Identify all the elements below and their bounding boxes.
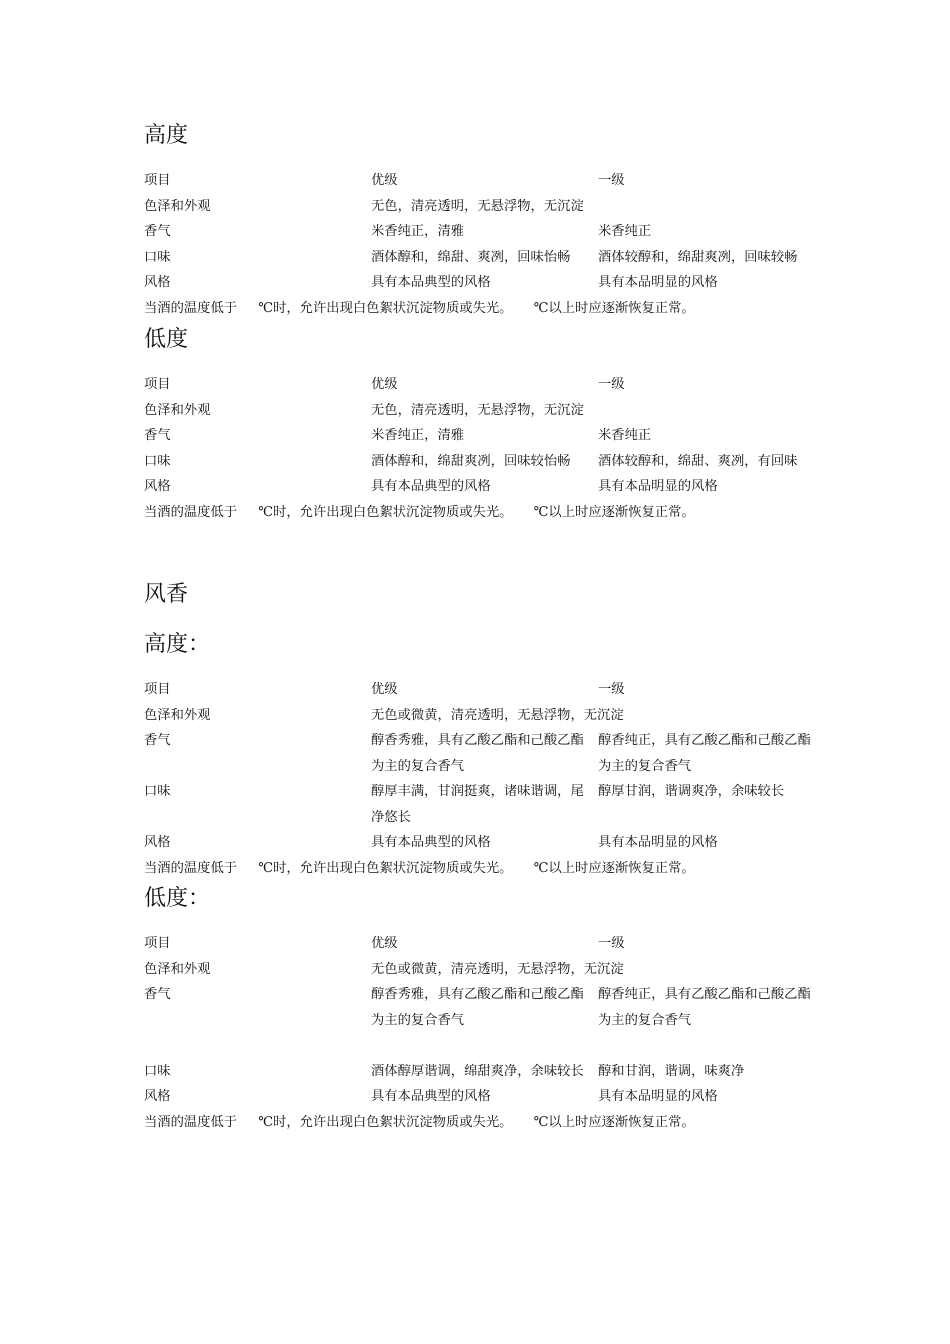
section-heading: 低度 [144,327,189,352]
table-header-row [144,931,824,957]
row-label: 口味 [144,249,171,265]
cell-first-grade [598,957,824,983]
cell-premium: 具有本品典型的风格 [371,479,491,494]
row-label: 色泽和外观 [144,402,211,418]
cell-premium: 具有本品典型的风格 [371,275,491,290]
spec-section [144,372,824,525]
category-title: 风香 [144,582,189,607]
spacer-cell [598,1033,824,1059]
cell-first-grade: 具有本品明显的风格 [598,479,718,494]
spacer-row [144,1033,824,1059]
column-header: 一级 [598,377,625,392]
spec-section [144,931,824,1135]
row-label: 口味 [144,784,171,799]
spec-section [144,168,824,321]
column-header: 优级 [371,682,398,697]
column-header: 一级 [598,682,625,697]
cell-first-grade: 米香纯正 [598,224,652,239]
cell-premium: 醇香秀雅，具有乙酸乙酯和己酸乙酯为主的复合香气 [371,987,584,1028]
cell-first-grade: 酒体较醇和，绵甜爽冽，回味较畅 [598,249,798,265]
table-row [144,830,824,856]
spec-table [144,677,824,856]
table-row [144,245,824,271]
cell-premium: 具有本品典型的风格 [371,835,491,850]
column-header: 一级 [598,936,625,951]
row-label: 风格 [144,275,171,290]
cell-first-grade [598,703,824,729]
cell-first-grade: 醇厚甘润，谐调爽净，余味较长 [598,784,785,799]
table-row [144,1059,824,1085]
cell-premium: 醇香秀雅，具有乙酸乙酯和己酸乙酯为主的复合香气 [371,733,584,774]
cell-premium: 米香纯正，清雅 [371,428,465,443]
temperature-note: 当酒的温度低于 ℃时，允许出现白色絮状沉淀物质或失光。 ℃以上时应逐渐恢复正常。 [144,860,695,876]
spec-table [144,931,824,1110]
table-header-row [144,168,824,194]
table-row [144,957,824,983]
table-header-row [144,372,824,398]
column-header: 项目 [144,377,171,392]
cell-premium: 米香纯正，清雅 [371,224,465,239]
cell-first-grade: 酒体较醇和，绵甜、爽冽，有回味 [598,453,798,469]
column-header: 优级 [371,173,398,188]
cell-first-grade: 米香纯正 [598,428,652,443]
cell-first-grade: 具有本品明显的风格 [598,1089,718,1104]
table-row [144,779,824,830]
cell-premium: 酒体醇和，绵甜爽冽，回味较怡畅 [371,453,571,469]
temperature-note: 当酒的温度低于 ℃时，允许出现白色絮状沉淀物质或失光。 ℃以上时应逐渐恢复正常。 [144,504,695,520]
row-label: 风格 [144,1089,171,1104]
row-label: 色泽和外观 [144,707,211,723]
section-heading: 低度： [144,886,211,911]
temperature-note: 当酒的温度低于 ℃时，允许出现白色絮状沉淀物质或失光。 ℃以上时应逐渐恢复正常。 [144,1114,695,1130]
spacer-cell [144,1033,371,1059]
table-row [144,423,824,449]
table-row [144,398,824,424]
column-header: 项目 [144,682,171,697]
row-label: 香气 [144,733,171,748]
table-row [144,728,824,779]
cell-premium: 无色或微黄，清亮透明，无悬浮物，无沉淀 [371,961,624,977]
spec-table [144,168,824,296]
table-row [144,270,824,296]
cell-premium: 无色，清亮透明，无悬浮物，无沉淀 [371,402,584,418]
cell-premium: 酒体醇厚谐调，绵甜爽净，余味较长 [371,1063,584,1079]
row-label: 色泽和外观 [144,961,211,977]
table-header-row [144,677,824,703]
table-row [144,449,824,475]
table-row [144,194,824,220]
column-header: 项目 [144,173,171,188]
cell-premium: 酒体醇和，绵甜、爽冽，回味怡畅 [371,249,571,265]
cell-first-grade: 醇和甘润，谐调，味爽净 [598,1063,745,1079]
section-heading: 高度： [144,632,211,657]
cell-first-grade: 醇香纯正，具有乙酸乙酯和己酸乙酯为主的复合香气 [598,987,811,1028]
cell-first-grade [598,194,824,220]
column-header: 优级 [371,936,398,951]
spec-section [144,677,824,881]
cell-premium: 无色，清亮透明，无悬浮物，无沉淀 [371,198,584,214]
table-row [144,703,824,729]
table-row [144,474,824,500]
table-row [144,1084,824,1110]
cell-premium: 无色或微黄，清亮透明，无悬浮物，无沉淀 [371,707,624,723]
row-label: 色泽和外观 [144,198,211,214]
column-header: 项目 [144,936,171,951]
cell-premium: 具有本品典型的风格 [371,1089,491,1104]
temperature-note: 当酒的温度低于 ℃时，允许出现白色絮状沉淀物质或失光。 ℃以上时应逐渐恢复正常。 [144,300,695,316]
cell-first-grade [598,398,824,424]
row-label: 口味 [144,453,171,469]
row-label: 香气 [144,987,171,1002]
cell-first-grade: 醇香纯正，具有乙酸乙酯和己酸乙酯为主的复合香气 [598,733,811,774]
row-label: 香气 [144,428,171,443]
row-label: 香气 [144,224,171,239]
cell-first-grade: 具有本品明显的风格 [598,275,718,290]
row-label: 口味 [144,1063,171,1079]
cell-first-grade: 具有本品明显的风格 [598,835,718,850]
spacer-cell [371,1033,598,1059]
cell-premium: 醇厚丰满，甘润挺爽，诸味谐调，尾净悠长 [371,784,584,825]
spec-table [144,372,824,500]
column-header: 优级 [371,377,398,392]
table-row [144,219,824,245]
table-row [144,982,824,1033]
section-heading: 高度 [144,123,189,148]
row-label: 风格 [144,835,171,850]
column-header: 一级 [598,173,625,188]
row-label: 风格 [144,479,171,494]
